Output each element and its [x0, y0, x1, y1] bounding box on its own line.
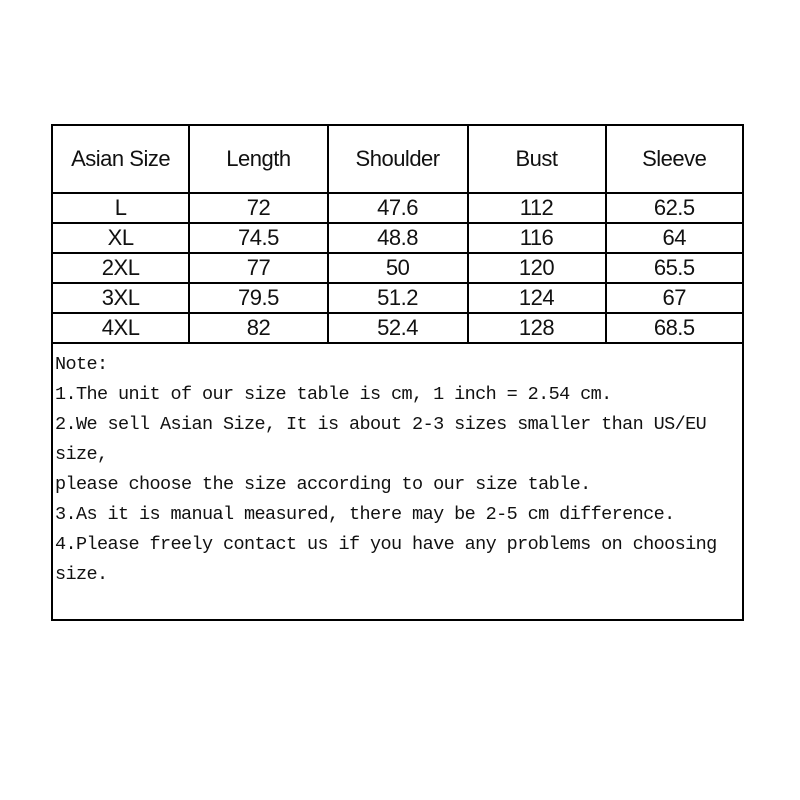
header-shoulder: Shoulder — [328, 126, 468, 193]
cell-bust: 120 — [468, 253, 606, 283]
cell-shoulder: 50 — [328, 253, 468, 283]
cell-sleeve: 67 — [606, 283, 743, 313]
cell-sleeve: 64 — [606, 223, 743, 253]
size-chart — [51, 124, 744, 621]
cell-length: 79.5 — [189, 283, 327, 313]
cell-length: 72 — [189, 193, 327, 223]
cell-bust: 128 — [468, 313, 606, 343]
note-line: 1.The unit of our size table is cm, 1 inch = 2.54 cm. — [55, 384, 612, 405]
cell-length: 77 — [189, 253, 327, 283]
cell-sleeve: 68.5 — [606, 313, 743, 343]
table-row — [53, 313, 742, 343]
cell-shoulder: 48.8 — [328, 223, 468, 253]
cell-bust: 124 — [468, 283, 606, 313]
header-sleeve: Sleeve — [606, 126, 743, 193]
cell-bust: 112 — [468, 193, 606, 223]
cell-size: 2XL — [53, 253, 189, 283]
table-row — [53, 193, 742, 223]
cell-shoulder: 51.2 — [328, 283, 468, 313]
note-line: size, — [55, 444, 108, 465]
cell-size: XL — [53, 223, 189, 253]
cell-size: 3XL — [53, 283, 189, 313]
note-line: size. — [55, 564, 108, 585]
table-header-row — [53, 126, 742, 193]
cell-size: L — [53, 193, 189, 223]
cell-length: 74.5 — [189, 223, 327, 253]
cell-size: 4XL — [53, 313, 189, 343]
note-line: 4.Please freely contact us if you have any problems on choosing — [55, 534, 717, 555]
note-line: please choose the size according to our size table. — [55, 474, 591, 495]
cell-bust: 116 — [468, 223, 606, 253]
table-row — [53, 223, 742, 253]
cell-sleeve: 65.5 — [606, 253, 743, 283]
notes-section — [53, 344, 742, 590]
cell-shoulder: 47.6 — [328, 193, 468, 223]
note-line: 2.We sell Asian Size, It is about 2-3 sizes smaller than US/EU — [55, 414, 707, 435]
cell-sleeve: 62.5 — [606, 193, 743, 223]
note-line: 3.As it is manual measured, there may be 2-5 cm difference. — [55, 504, 675, 525]
table-row — [53, 283, 742, 313]
header-bust: Bust — [468, 126, 606, 193]
notes-title: Note: — [55, 354, 108, 375]
table-row — [53, 253, 742, 283]
header-length: Length — [189, 126, 327, 193]
cell-length: 82 — [189, 313, 327, 343]
cell-shoulder: 52.4 — [328, 313, 468, 343]
size-table — [53, 126, 742, 344]
header-asian-size: Asian Size — [53, 126, 189, 193]
